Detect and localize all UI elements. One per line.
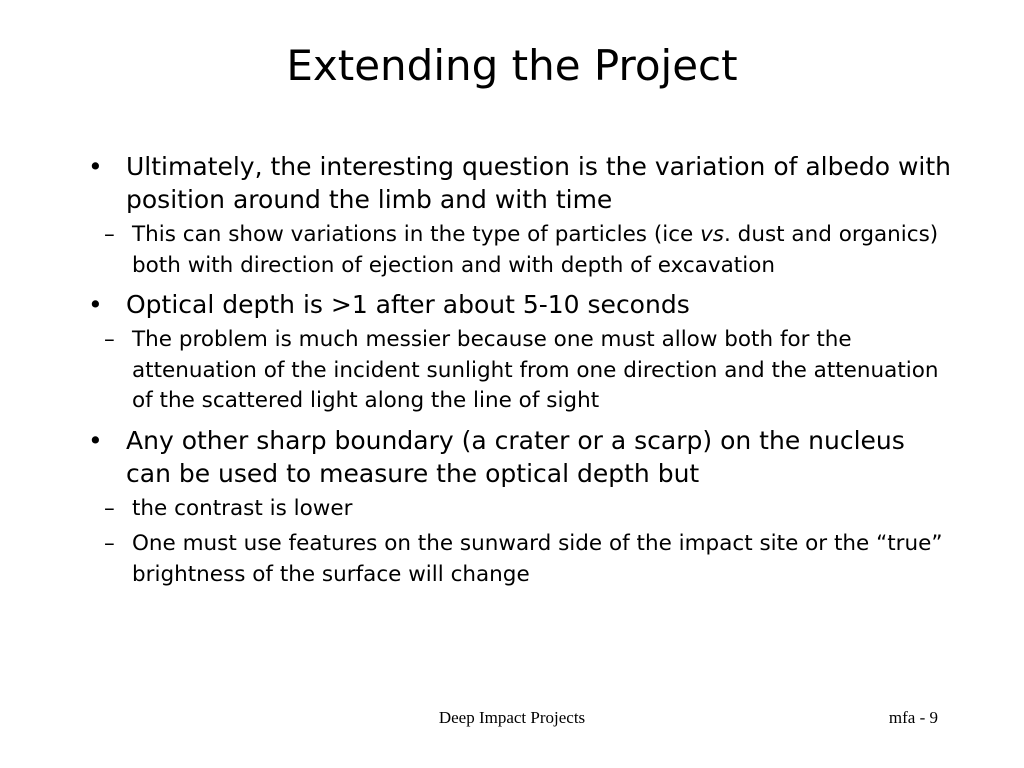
bullet-item	[86, 288, 956, 321]
sub-bullet-text	[132, 222, 938, 278]
sub-bullet-item	[86, 494, 956, 525]
bullet-item	[86, 150, 956, 216]
sub-bullet-marker: –	[104, 222, 115, 247]
bullet-text: Optical depth is >1 after about 5-10 seconds	[126, 290, 690, 319]
slide-number: mfa - 9	[888, 708, 938, 727]
bullet-text: Any other sharp boundary (a crater or a scarp) on the nucleus can be used to measure the optical depth but	[126, 425, 905, 488]
sub-bullet-list	[86, 494, 956, 591]
sub-bullet-marker: –	[104, 495, 115, 521]
sub-bullet-text: The problem is much messier because one must allow both for the attenuation of the incident sunlight from one direction and the attenuation of the scattered light along the line of sight	[132, 327, 939, 413]
sub-bullet-text-part: . dust and organics) both with direction of ejection and with depth of excavation	[132, 222, 939, 278]
bullet-marker: •	[88, 425, 103, 455]
sub-bullet-text: One must use features on the sunward side of the impact site or the “true” brightness of the surface will change	[132, 531, 943, 587]
slide-body	[86, 150, 956, 597]
bullet-marker: •	[88, 152, 103, 181]
sub-bullet-item	[86, 325, 956, 417]
footer-title: Deep Impact Projects	[438, 708, 586, 727]
sub-bullet-emphasis: vs	[700, 222, 725, 247]
slide-title: Extending the Project	[286, 41, 738, 90]
bullet-item	[86, 424, 956, 490]
bullet-text: Ultimately, the interesting question is the variation of albedo with position around the limb and with time	[126, 152, 952, 214]
sub-bullet-marker: –	[104, 327, 115, 352]
sub-bullet-item	[86, 529, 956, 590]
sub-bullet-text-part: This can show variations in the type of particles (ice	[132, 222, 701, 247]
sub-bullet-text: the contrast is lower	[132, 495, 353, 521]
sub-bullet-marker: –	[104, 531, 115, 556]
sub-bullet-item	[86, 220, 956, 281]
bullet-marker: •	[88, 290, 103, 319]
sub-bullet-list	[86, 220, 956, 281]
sub-bullet-list	[86, 325, 956, 417]
